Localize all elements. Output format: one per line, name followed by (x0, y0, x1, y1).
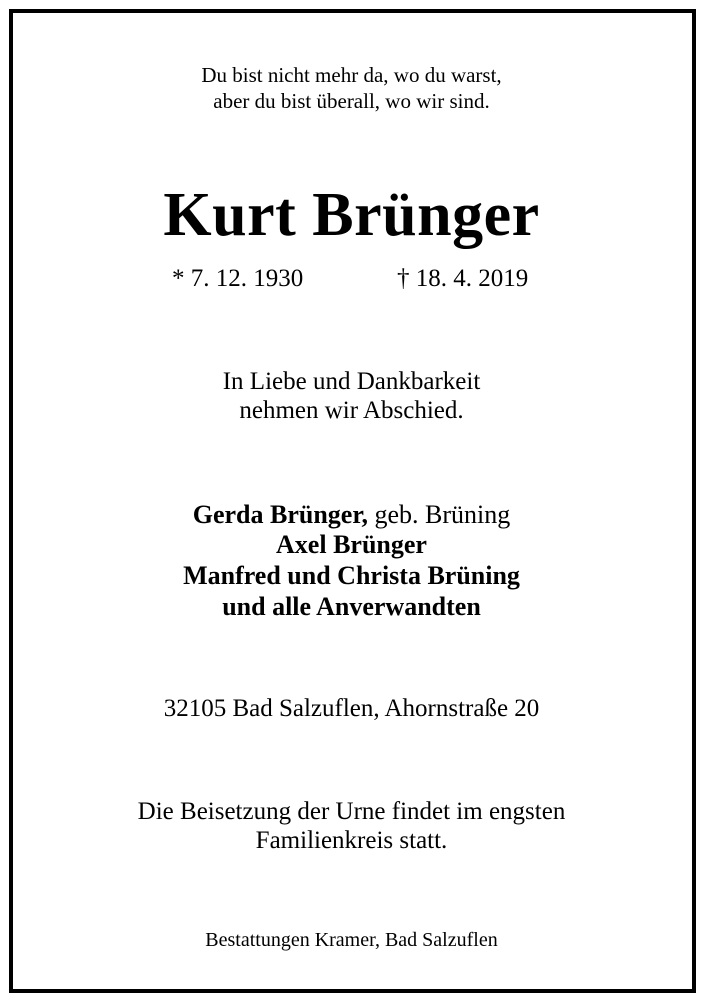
burial-notice-line-2: Familienkreis statt. (255, 827, 448, 854)
motto-line-1: Du bist nicht mehr da, wo du warst, (201, 63, 502, 87)
birth-date: * 7. 12. 1930 (172, 265, 304, 292)
mourner-spouse (0, 500, 703, 530)
mourner-spouse-maiden-name: geb. Brüning (368, 500, 511, 529)
burial-notice-line-1: Die Beisetzung der Urne findet im engsten (137, 798, 566, 825)
mourner-others: und alle Anverwandten (222, 592, 481, 621)
address: 32105 Bad Salzuflen, Ahornstraße 20 (163, 695, 540, 722)
farewell-line-1: In Liebe und Dankbarkeit (222, 368, 481, 395)
undertaker: Bestattungen Kramer, Bad Salzuflen (205, 929, 498, 951)
deceased-name: Kurt Brünger (163, 181, 540, 249)
farewell-line-2: nehmen wir Abschied. (239, 397, 464, 424)
motto-line-2: aber du bist überall, wo wir sind. (213, 89, 490, 113)
mourner-son: Axel Brünger (276, 530, 427, 559)
mourner-relatives: Manfred und Christa Brüning (183, 561, 520, 590)
mourner-spouse-name: Gerda Brünger, (192, 500, 368, 529)
death-date: † 18. 4. 2019 (397, 265, 529, 292)
